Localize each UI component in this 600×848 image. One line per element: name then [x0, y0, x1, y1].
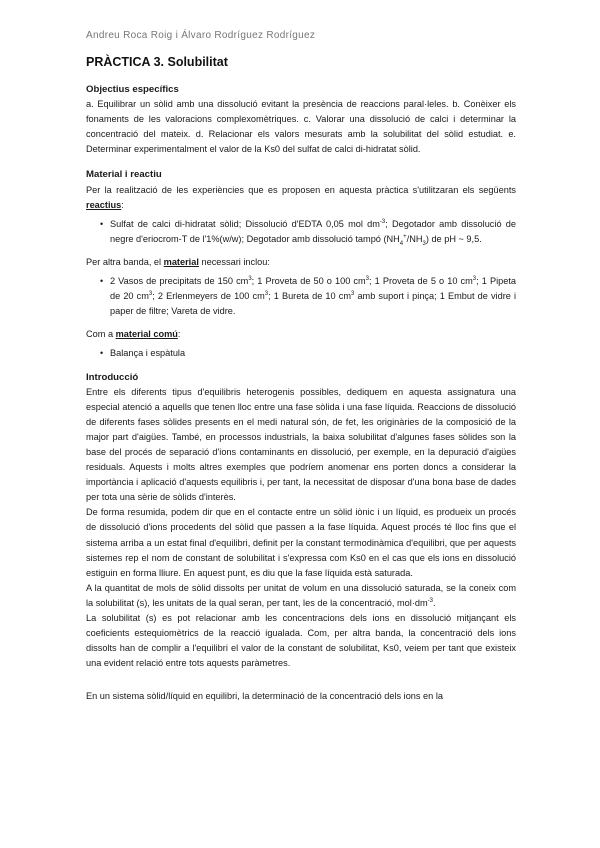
- material-comu-intro: Com a material comú:: [86, 329, 181, 340]
- authors-header: Andreu Roca Roig i Álvaro Rodríguez Rodríguez: [86, 30, 316, 41]
- page-title: PRÀCTICA 3. Solubilitat: [86, 55, 228, 69]
- material-label: material: [163, 256, 199, 267]
- material-intro-text: Per la realització de les experiències que es proposen en aquesta pràctica s'utilitzaran els següents: [86, 184, 516, 195]
- material-altra-intro: Per altra banda, el material necessari inclou:: [86, 256, 270, 267]
- material-comu-label: material comú: [115, 329, 178, 340]
- reactius-item: • Sulfat de calci di-hidratat sòlid; Dissolució d'EDTA 0,05 mol $dm^{-3}$; Degotador amb dissolució de negre d'eriocrom-T de l'1%(w/w); Degotador amb dissolució tampó $(NH_4^+/NH_3)$ de pH ~ 9,5.: [110, 217, 516, 247]
- introduccio-paragraph-4: La solubilitat (s) es pot relacionar amb les concentracions dels ions en dissolució mitjançant els coeficients estequiomètrics de la reacció igualada. Com, per altra banda, la concentració dels ions dissolts han de complir a l'equilibri el valor de la constant de solubilitat, Ks0, veiem per tant que existeix una evident relació entre tots aquests paràmetres.: [86, 613, 516, 669]
- comu-list: [86, 346, 516, 361]
- material-intro: Per la realització de les experiències que es proposen en aquesta pràctica s'utilitzaran els següents reactius:: [86, 184, 516, 210]
- introduccio-paragraph-2: De forma resumida, podem dir que en el contacte entre un sòlid iònic i un líquid, es produeix un procés de dissolució d'ions procedents del sòlid que passen a la fase líquida. Aquest procés té lloc fins que el sistema arriba a un estat final d'equilibri, definit per la constant termodinàmica d'equilibri, que per aquests sistemes rep el nom de constant de solubilitat i s'expressa com Ks0 en el cas que els ions en dissolució estiguin en forma lliure. En aquest punt, es diu que la fase líquida està saturada.: [86, 507, 516, 578]
- comu-item: • Balança i espàtula: [110, 346, 516, 361]
- reactius-label: reactius: [86, 199, 122, 210]
- material-heading: Material i reactiu: [86, 169, 162, 181]
- reactius-list: [86, 217, 516, 247]
- introduccio-paragraph-3: A la quantitat de mols de sòlid dissolts per unitat de volum en una dissolució saturada, se la coneix com la solubilitat (s), les unitats de la qual seran, per tant, les de la concentració, $mol\cdot dm^{-3}$.: [86, 582, 516, 608]
- objectius-heading: Objectius específics: [86, 84, 179, 95]
- introduccio-paragraph-5: En un sistema sòlid/líquid en equilibri, la determinació de la concentració dels ions en la: [86, 691, 443, 702]
- introduccio-heading: Introducció: [86, 371, 139, 383]
- material-item: • 2 Vasos de precipitats de 150 $cm^3$; 1 Proveta de 50 o 100 $cm^3$; 1 Proveta de 5 o 10 $cm^3$; 1 Pipeta de 20 $cm^3$; 2 Erlenmeyers de 100 $cm^3$; 1 Bureta de 10 $cm^3$ amb suport i pinça; 1 Embut de vidre i paper de filtre; Vareta de vidre.: [110, 274, 516, 319]
- document-body: [86, 82, 516, 704]
- material-list: [86, 274, 516, 319]
- introduccio-paragraph-1: Entre els diferents tipus d'equilibris heterogenis possibles, dediquem en aquesta assignatura una especial atenció a aquells que tenen lloc entre una fase sòlida i una fase líquida. Reaccions de dissolució de diferents fases sòlides presents en el medi natural són, de fet, les originàries de la composició de la major part d'aigües. També, en processos industrials, la baixa solubilitat d'algunes fases sòlides son la base del procés de separació d'ions contaminants en dissolució, per exemple, en la depuració d'aigües residuals. Aquests i molts altres exemples que podríem anomenar ens porten doncs a considerar la importància i aplicació d'aquests equilibris i, per tant, la necessitat de disposar d'una bona base de dades per tota una sèrie de sòlids d'interès.: [86, 386, 516, 503]
- objectius-text: a. Equilibrar un sòlid amb una dissolució evitant la presència de reaccions paral·leles. b. Conèixer els fonaments de les valoracions complexomètriques. c. Valorar una dissolució de calci i determinar la concentració del mateix. d. Relacionar els valors mesurats amb la solubilitat del sòlid estudiat. e. Determinar experimentalment el valor de la Ks0 del sulfat de calci di-hidratat sòlid.: [86, 99, 516, 155]
